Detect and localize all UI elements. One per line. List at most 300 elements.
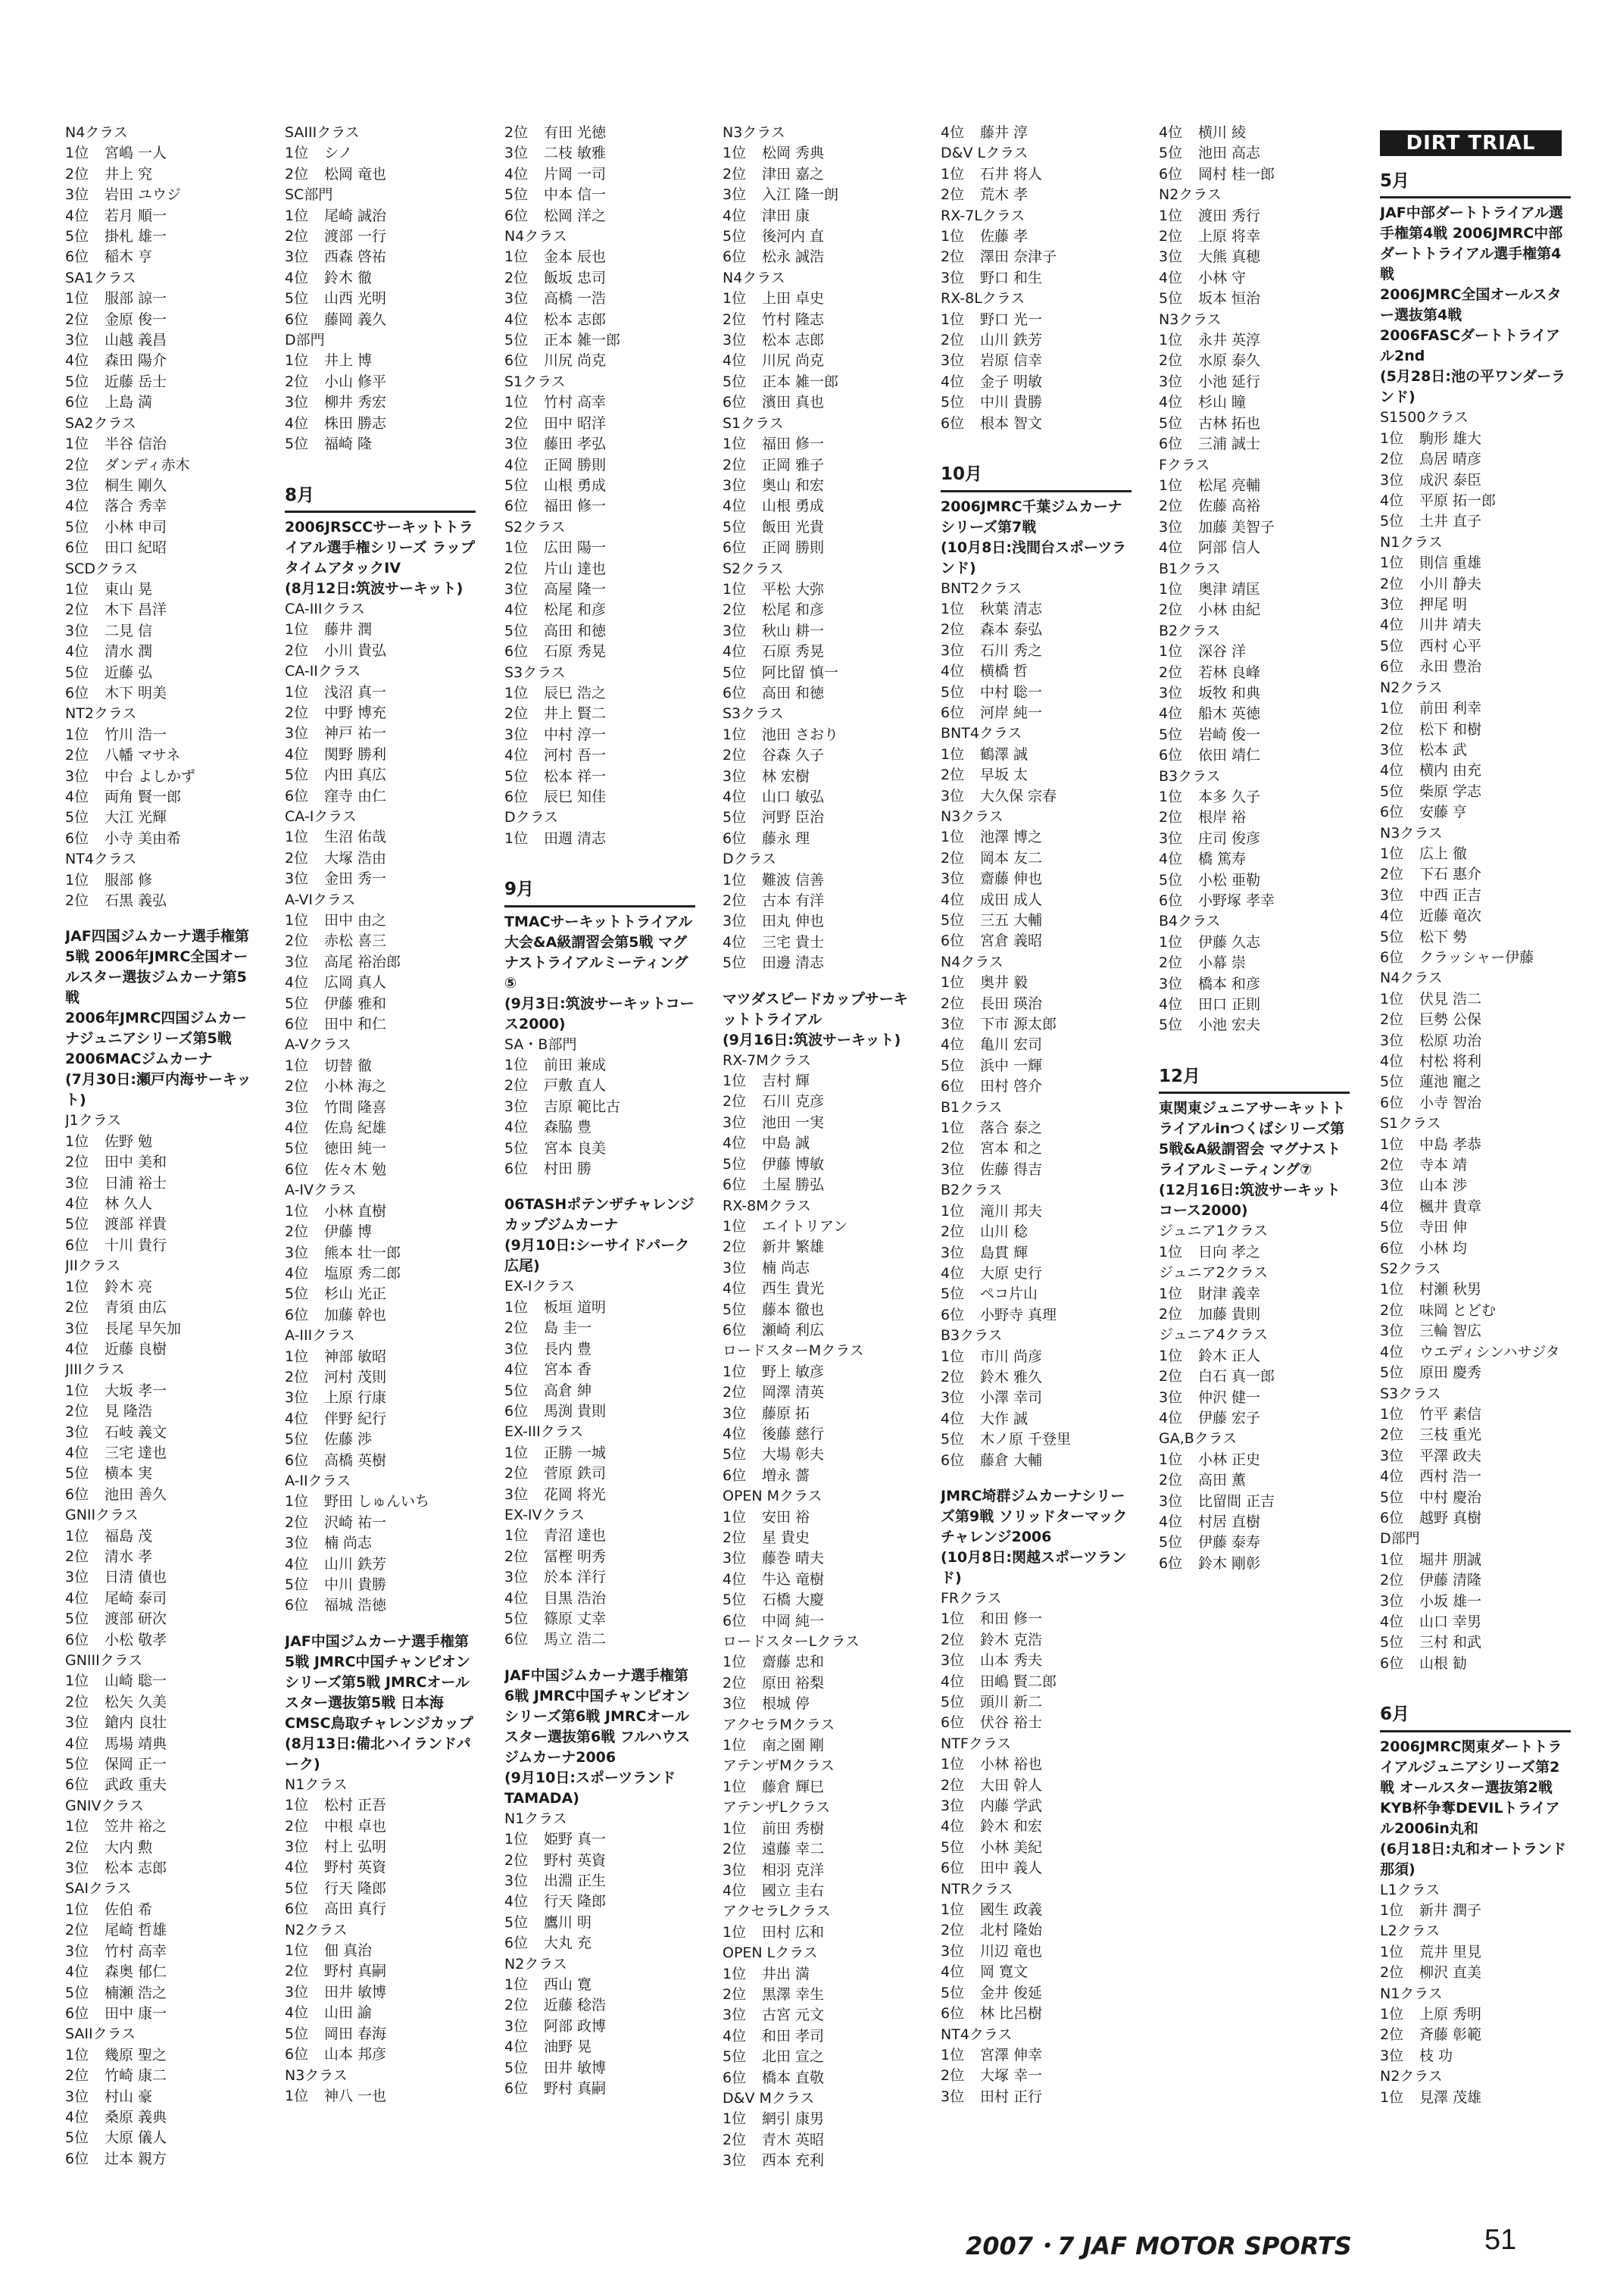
result-row (65, 1609, 256, 1629)
result-row (504, 496, 695, 517)
class-heading: JIIクラス (65, 1257, 121, 1275)
driver-name: 柳沢 直美 (1419, 1964, 1482, 1982)
driver-name: 岡 寛文 (980, 1963, 1028, 1981)
result-row (1380, 1942, 1571, 1963)
event-title: 2006年JMRC四国ジムカーナジュニアシリーズ第5戦 (65, 1010, 247, 1048)
driver-name: 永田 豊治 (1419, 658, 1482, 676)
result-row (941, 1305, 1132, 1326)
rank-label: 1位 (1380, 1405, 1404, 1423)
driver-name: 高尾 裕治郎 (324, 953, 401, 970)
driver-name: 両角 賢一郎 (105, 789, 182, 805)
rank-label: 6位 (941, 1860, 965, 1877)
driver-name: 若月 順一 (105, 207, 167, 224)
driver-name: 則信 重雄 (1419, 554, 1482, 572)
driver-name: 田邊 清志 (762, 954, 825, 972)
rank-label: 2位 (285, 704, 309, 721)
rank-label: 6位 (941, 932, 965, 950)
class-heading: アテンザLクラス (723, 1799, 831, 1816)
rank-label: 3位 (65, 1714, 89, 1732)
result-row (723, 1382, 913, 1403)
driver-name: 松本 祥一 (544, 767, 607, 785)
driver-name: 山本 邦彦 (324, 2046, 387, 2063)
result-row (285, 1160, 476, 1180)
class-heading: A-Vクラス (285, 1036, 351, 1054)
driver-name: 中村 聡一 (980, 683, 1043, 701)
rank-label: 3位 (65, 186, 89, 204)
result-row (1380, 1051, 1571, 1072)
result-row (941, 641, 1132, 661)
result-row (1159, 849, 1350, 870)
rank-label: 3位 (504, 2017, 529, 2035)
driver-name: 中根 卓也 (324, 1817, 387, 1835)
result-row (1380, 720, 1571, 740)
rank-label: 6位 (1380, 804, 1404, 821)
driver-name: 岩崎 俊一 (1198, 726, 1261, 743)
driver-name: 金子 明敏 (980, 373, 1043, 390)
driver-name: 蓮池 寵之 (1419, 1073, 1482, 1091)
class-heading: NTRクラス (941, 1880, 1013, 1898)
class-heading: N4クラス (65, 124, 128, 141)
rank-label: 1位 (285, 912, 309, 929)
result-row (285, 1118, 476, 1139)
driver-name: 青沼 達也 (544, 1527, 607, 1545)
result-row (941, 310, 1132, 330)
rank-label: 2位 (504, 1997, 529, 2014)
driver-name: 八幡 マサネ (105, 747, 181, 764)
result-row (1380, 1508, 1571, 1529)
driver-name: 小林 由紀 (1198, 601, 1261, 619)
driver-name: 小林 美紀 (980, 1838, 1043, 1856)
driver-name: 金井 俊延 (980, 1984, 1043, 2001)
driver-name: 金田 秀一 (324, 870, 387, 888)
result-row (65, 496, 256, 517)
driver-name: 三輪 智広 (1419, 1323, 1482, 1340)
result-row (65, 1152, 256, 1173)
rank-label: 4位 (1159, 269, 1183, 286)
driver-name: 星 貴史 (762, 1529, 810, 1546)
result-row (504, 1588, 695, 1609)
driver-name: 阿比留 慎一 (762, 664, 839, 681)
rank-label: 3位 (504, 290, 529, 308)
class-heading: SAIIIクラス (285, 124, 360, 141)
result-row (504, 1913, 695, 1933)
class-heading: N2クラス (285, 1921, 348, 1938)
driver-name: 高倉 紳 (544, 1382, 592, 1399)
rank-label: 3位 (941, 870, 965, 888)
result-row (285, 1409, 476, 1429)
result-row (504, 164, 695, 185)
result-row (941, 1838, 1132, 1858)
driver-name: 阿部 政博 (544, 2017, 607, 2035)
driver-name: 高屋 隆一 (544, 580, 607, 598)
result-row (723, 351, 913, 371)
driver-name: 竹崎 康二 (105, 2067, 167, 2085)
driver-name: 山根 勇成 (544, 476, 607, 494)
class-heading: N1クラス (1380, 533, 1443, 551)
rank-label: 5位 (1380, 513, 1404, 530)
rank-label: 5位 (1380, 1073, 1404, 1091)
rank-label: 6位 (504, 643, 529, 661)
driver-name: 池澤 博之 (980, 829, 1043, 846)
rank-label: 2位 (504, 560, 529, 577)
class-heading: OPEN Mクラス (723, 1488, 822, 1505)
result-row (1159, 1015, 1350, 1036)
class-heading: L2クラス (1380, 1923, 1441, 1940)
driver-name: 小林 海之 (324, 1078, 387, 1095)
driver-name: 高橋 英樹 (324, 1451, 387, 1469)
result-row (1380, 1176, 1571, 1196)
result-row (723, 226, 913, 247)
driver-name: 増永 薔 (762, 1467, 810, 1484)
rank-label: 4位 (1380, 1468, 1404, 1485)
result-row (1159, 330, 1350, 351)
class-heading: S1500クラス (1380, 409, 1469, 426)
rank-label: 6位 (941, 1451, 965, 1469)
result-row (504, 1097, 695, 1117)
driver-name: 株田 勝志 (324, 414, 387, 432)
rank-label: 5位 (285, 767, 309, 784)
rank-label: 5位 (65, 809, 89, 826)
rank-label: 5位 (1159, 145, 1183, 162)
rank-label: 1位 (285, 621, 309, 639)
rank-label: 1位 (723, 290, 747, 308)
rank-label: 5位 (723, 1155, 747, 1173)
driver-name: 鈴木 克浩 (980, 1631, 1043, 1648)
result-row (1159, 289, 1350, 309)
driver-name: 冨樫 明秀 (544, 1548, 607, 1565)
driver-name: 伊藤 雅和 (324, 995, 387, 1012)
driver-name: 近藤 岳士 (105, 373, 167, 390)
rank-label: 3位 (65, 1423, 89, 1441)
rank-label: 4位 (1380, 1198, 1404, 1215)
rank-label: 1位 (723, 1073, 747, 1090)
driver-name: 山川 鉄芳 (324, 1555, 387, 1573)
driver-name: 三枝 重光 (1419, 1426, 1482, 1444)
event-title: 東関東ジュニアサーキットトライアルinつくばシリーズ第5戦&A級謂習会 マグナストライアルミーティング⑦ (1159, 1100, 1346, 1179)
rank-label: 3位 (723, 767, 747, 785)
result-row (504, 683, 695, 704)
rank-label: 2位 (504, 1851, 529, 1869)
rank-label: 5位 (1159, 414, 1183, 432)
result-row (504, 600, 695, 620)
class-heading: ロードスターMクラス (723, 1342, 864, 1360)
result-row (1159, 538, 1350, 558)
result-row (65, 330, 256, 351)
result-row (504, 206, 695, 226)
class-heading: B3クラス (941, 1327, 1003, 1345)
result-row (941, 1014, 1132, 1035)
driver-name: 楠 尚志 (762, 1259, 810, 1276)
result-row (65, 621, 256, 642)
driver-name: 生沼 佑哉 (324, 829, 387, 846)
result-row (941, 994, 1132, 1014)
result-row (941, 973, 1132, 993)
rank-label: 6位 (285, 1016, 309, 1033)
driver-name: 石橋 大慶 (762, 1592, 825, 1609)
rank-label: 4位 (504, 456, 529, 473)
driver-name: 石原 秀晃 (544, 643, 607, 661)
result-row (285, 1513, 476, 1533)
rank-label: 2位 (941, 767, 965, 784)
rank-label: 2位 (1380, 451, 1404, 468)
driver-name: 木ノ原 千登里 (980, 1431, 1072, 1448)
result-row (65, 392, 256, 413)
driver-name: 佐藤 渉 (324, 1431, 373, 1448)
driver-name: 熊本 壮一郎 (324, 1244, 401, 1261)
result-row (65, 642, 256, 662)
driver-name: 近藤 良樹 (105, 1340, 167, 1357)
result-row (285, 827, 476, 848)
rank-label: 3位 (1380, 1032, 1404, 1049)
result-row (723, 1590, 913, 1610)
result-row (1380, 927, 1571, 948)
rank-label: 6位 (65, 829, 89, 847)
driver-name: クラッシャー伊藤 (1419, 948, 1534, 966)
rank-label: 4位 (504, 747, 529, 764)
rank-label: 1位 (941, 165, 965, 183)
driver-name: 土井 直子 (1419, 513, 1482, 530)
rank-label: 4位 (504, 601, 529, 619)
driver-name: 鈴木 和宏 (980, 1818, 1043, 1835)
rank-label: 1位 (1380, 700, 1404, 717)
result-row (1380, 2088, 1571, 2108)
driver-name: 松尾 亮輔 (1198, 476, 1261, 494)
rank-label: 5位 (723, 809, 747, 826)
result-row (723, 1404, 913, 1424)
result-row (941, 1429, 1132, 1450)
rank-label: 3位 (723, 1404, 747, 1422)
rank-label: 2位 (1380, 575, 1404, 592)
result-row (941, 1692, 1132, 1713)
result-row (65, 808, 256, 828)
class-heading: BNT2クラス (941, 579, 1022, 597)
rank-label: 6位 (723, 829, 747, 847)
result-row (941, 185, 1132, 205)
rank-label: 6位 (65, 684, 89, 701)
result-column (941, 123, 1132, 2198)
rank-label: 6位 (1380, 658, 1404, 676)
month-heading: 10月 (941, 464, 1132, 492)
result-row (65, 351, 256, 371)
class-heading: D&V Lクラス (941, 145, 1028, 162)
result-row (504, 2016, 695, 2037)
result-row (65, 1401, 256, 1422)
rank-label: 5位 (285, 1431, 309, 1448)
driver-name: 徳田 純一 (324, 1140, 387, 1157)
driver-name: 杉山 瞳 (1198, 394, 1247, 411)
result-row (723, 1839, 913, 1860)
rank-label: 4位 (723, 933, 747, 951)
result-row (285, 434, 476, 455)
driver-name: 掛札 雄一 (105, 228, 167, 245)
class-heading: ジュニア1クラス (1159, 1223, 1269, 1240)
rank-label: 5位 (65, 2129, 89, 2147)
result-row (65, 2004, 256, 2024)
result-row (941, 869, 1132, 889)
event-title: マツダスピードカップサーキットトライアル (723, 990, 908, 1028)
rank-label: 5位 (723, 1301, 747, 1318)
result-row (723, 1258, 913, 1279)
dirt-trial-banner: DIRT TRIAL (1380, 130, 1562, 156)
rank-label: 4位 (1380, 492, 1404, 510)
result-row (504, 1485, 695, 1505)
driver-name: 原田 慶秀 (1419, 1364, 1482, 1382)
rank-label: 3位 (941, 1389, 965, 1407)
driver-name: 岡澤 清英 (762, 1384, 825, 1401)
result-row (65, 1423, 256, 1443)
rank-label: 5位 (285, 436, 309, 453)
class-heading: SA2クラス (65, 414, 136, 432)
result-row (941, 1651, 1132, 1671)
result-row (504, 745, 695, 766)
driver-name: 高田 和徳 (762, 684, 825, 701)
driver-name: 楓井 貴章 (1419, 1198, 1482, 1215)
rank-label: 4位 (65, 498, 89, 515)
driver-name: 竹間 隆喜 (324, 1098, 387, 1116)
result-row (723, 663, 913, 683)
rank-label: 1位 (1159, 1285, 1183, 1302)
rank-label: 4位 (285, 269, 309, 286)
rank-label: 1位 (723, 1363, 747, 1380)
result-row (1159, 226, 1350, 247)
driver-name: 大丸 充 (544, 1935, 592, 1952)
driver-name: 田中 由之 (324, 912, 387, 929)
driver-name: 山田 諭 (324, 2004, 373, 2022)
class-heading: Fクラス (1159, 456, 1210, 473)
result-row (941, 1672, 1132, 1692)
driver-name: 尾崎 泰司 (105, 1589, 167, 1607)
rank-label: 5位 (723, 954, 747, 972)
rank-label: 2位 (65, 1154, 89, 1171)
rank-label: 5位 (285, 290, 309, 308)
rank-label: 1位 (504, 1831, 529, 1848)
result-row (941, 164, 1132, 185)
result-row (285, 1014, 476, 1035)
result-row (285, 1139, 476, 1159)
rank-label: 4位 (504, 1589, 529, 1607)
result-row (723, 455, 913, 476)
driver-name: 小野寺 真理 (980, 1306, 1057, 1323)
rank-label: 4位 (1159, 851, 1183, 868)
rank-label: 4位 (723, 1135, 747, 1152)
class-heading: EX-IIIクラス (504, 1423, 584, 1441)
class-heading: EX-Iクラス (504, 1278, 575, 1295)
driver-name: 野田 しゅんいち (324, 1493, 430, 1510)
result-row (941, 827, 1132, 848)
result-row (1159, 164, 1350, 185)
driver-name: 高田 真行 (324, 1901, 387, 1918)
result-row (285, 786, 476, 807)
driver-name: 齋藤 伸也 (980, 870, 1043, 888)
result-row (65, 1339, 256, 1360)
driver-name: 松岡 竜也 (324, 165, 387, 183)
rank-label: 3位 (65, 1860, 89, 1877)
rank-label: 6位 (1380, 1509, 1404, 1526)
driver-name: 後藤 慈行 (762, 1425, 825, 1442)
driver-name: 清水 孝 (105, 1548, 153, 1565)
driver-name: 山川 鉄芳 (980, 332, 1043, 349)
result-row (65, 1485, 256, 1505)
rank-label: 2位 (285, 228, 309, 245)
rank-label: 4位 (65, 207, 89, 224)
rank-label: 1位 (504, 1444, 529, 1461)
driver-name: 辰巳 浩之 (544, 684, 607, 701)
result-row (1380, 1363, 1571, 1383)
rank-label: 2位 (723, 1674, 747, 1692)
driver-name: 長田 瑛治 (980, 995, 1043, 1012)
driver-name: 田村 広和 (762, 1923, 825, 1941)
driver-name: 田中 和仁 (324, 1016, 387, 1033)
result-row (1380, 1446, 1571, 1467)
result-row (65, 683, 256, 704)
driver-name: 谷森 久子 (762, 747, 825, 764)
rank-label: 5位 (504, 622, 529, 639)
rank-label: 2位 (723, 892, 747, 910)
rank-label: 1位 (285, 829, 309, 846)
result-row (1380, 1010, 1571, 1030)
result-row (285, 994, 476, 1014)
driver-name: 森本 泰弘 (980, 621, 1043, 639)
driver-name: 辻本 親方 (105, 2150, 167, 2167)
driver-name: 桑原 義典 (105, 2108, 167, 2126)
rank-label: 3位 (723, 1861, 747, 1879)
rank-label: 5位 (941, 1838, 965, 1856)
driver-name: 出淵 正生 (544, 1873, 607, 1889)
driver-name: 松尾 和彦 (544, 601, 607, 619)
class-heading: B2クラス (941, 1182, 1003, 1199)
driver-name: 赤松 喜三 (324, 932, 387, 950)
rank-label: 5位 (285, 995, 309, 1012)
driver-name: 松原 功治 (1419, 1032, 1482, 1049)
rank-label: 4位 (941, 663, 965, 680)
rank-label: 6位 (941, 1714, 965, 1732)
result-row (1380, 782, 1571, 802)
driver-name: 近藤 竜次 (1419, 907, 1482, 925)
driver-name: 黒澤 幸生 (762, 1985, 825, 2003)
result-row (1380, 2004, 1571, 2025)
driver-name: 岩田 ユウジ (105, 186, 182, 204)
driver-name: 橋 篤寿 (1198, 851, 1247, 868)
result-row (504, 143, 695, 164)
result-row (65, 745, 256, 766)
rank-label: 1位 (941, 2046, 965, 2063)
rank-label: 2位 (941, 1368, 965, 1385)
rank-label: 6位 (723, 394, 747, 411)
result-row (285, 641, 476, 661)
rank-label: 1位 (941, 1756, 965, 1773)
driver-name: シノ (324, 145, 353, 162)
result-row (723, 1923, 913, 1943)
result-row (941, 1243, 1132, 1264)
rank-label: 5位 (1380, 1219, 1404, 1236)
class-heading: N1クラス (1380, 1985, 1443, 2002)
result-row (941, 1609, 1132, 1629)
result-row (504, 579, 695, 600)
driver-name: 鈴木 徹 (324, 269, 373, 286)
result-row (65, 164, 256, 185)
rank-label: 4位 (65, 789, 89, 805)
rank-label: 6位 (1159, 436, 1183, 453)
result-row (65, 538, 256, 558)
rank-label: 1位 (941, 311, 965, 328)
rank-label: 6位 (285, 1160, 309, 1178)
result-row (723, 1113, 913, 1133)
result-row (1380, 1963, 1571, 1983)
rank-label: 2位 (1159, 601, 1183, 619)
result-row (285, 1879, 476, 1899)
result-row (285, 392, 476, 413)
rank-label: 3位 (285, 1244, 309, 1261)
